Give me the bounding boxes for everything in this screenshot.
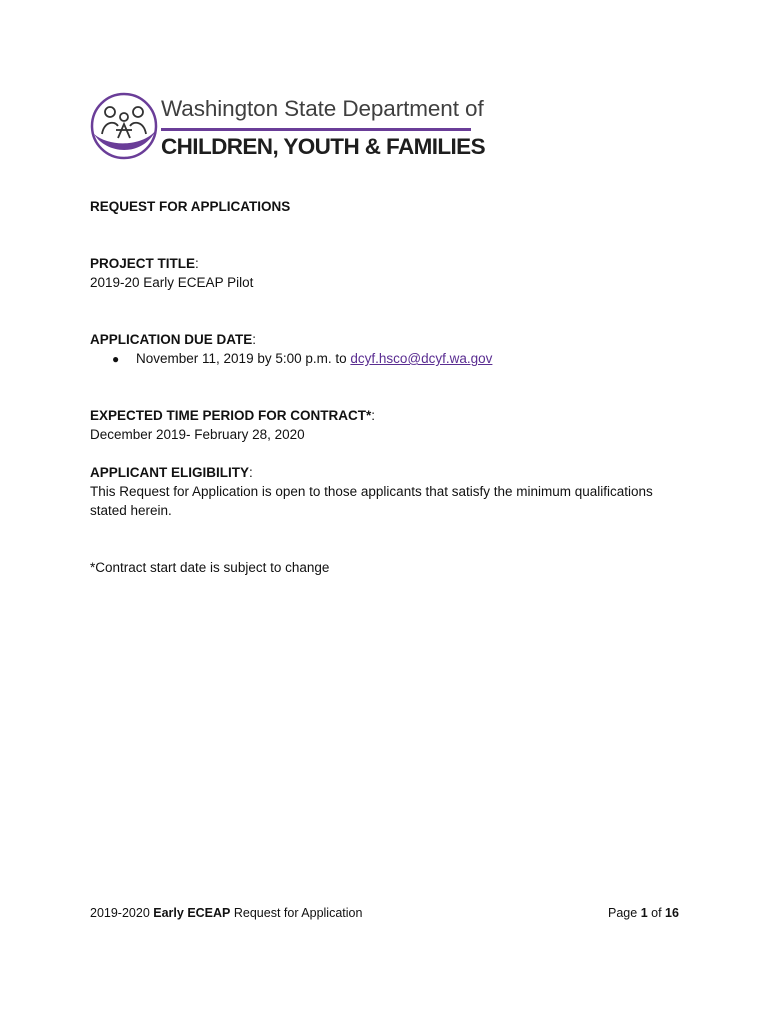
eligibility-label: APPLICANT ELIGIBILITY — [90, 465, 250, 480]
page-current: 1 — [640, 906, 648, 920]
contract-period-heading: EXPECTED TIME PERIOD FOR CONTRACT*: — [90, 408, 376, 423]
project-title-label: PROJECT TITLE — [90, 256, 196, 271]
contract-period-value: December 2019- February 28, 2020 — [90, 427, 305, 442]
due-date-heading: APPLICATION DUE DATE: — [90, 332, 257, 347]
contract-period-label: EXPECTED TIME PERIOD FOR CONTRACT* — [90, 408, 372, 423]
logo-divider — [161, 128, 471, 131]
eligibility-heading: APPLICANT ELIGIBILITY: — [90, 465, 253, 480]
document-title: REQUEST FOR APPLICATIONS — [90, 199, 291, 214]
dcyf-family-emblem-icon — [88, 90, 160, 162]
footer-program: Early ECEAP — [153, 906, 231, 920]
eligibility-text-line1: This Request for Application is open to those applicants that satisfy the minimum qualifications — [90, 484, 653, 499]
footer-page-number: Page 1 of 16 — [608, 906, 679, 920]
project-title-value: 2019-20 Early ECEAP Pilot — [90, 275, 254, 290]
footer-document-title — [90, 906, 362, 920]
due-date-bullet-item — [112, 350, 492, 368]
bullet-icon: ● — [112, 352, 120, 366]
eligibility-text-line2: stated herein. — [90, 503, 172, 518]
footer-suffix: Request for Application — [233, 906, 363, 920]
logo-agency-name: Washington State Department of — [161, 96, 484, 121]
footer-years: 2019-2020 — [90, 906, 150, 920]
page-total: 16 — [665, 906, 679, 920]
due-date-text: November 11, 2019 by 5:00 p.m. to — [136, 351, 347, 366]
due-date-email-link[interactable]: dcyf.hsco@dcyf.wa.gov — [350, 351, 493, 366]
project-title-heading: PROJECT TITLE: — [90, 256, 199, 271]
logo-department-name: CHILDREN, YOUTH & FAMILIES — [161, 134, 485, 159]
footnote: *Contract start date is subject to change — [90, 560, 330, 575]
due-date-label: APPLICATION DUE DATE — [90, 332, 253, 347]
dcyf-logo — [88, 90, 488, 166]
